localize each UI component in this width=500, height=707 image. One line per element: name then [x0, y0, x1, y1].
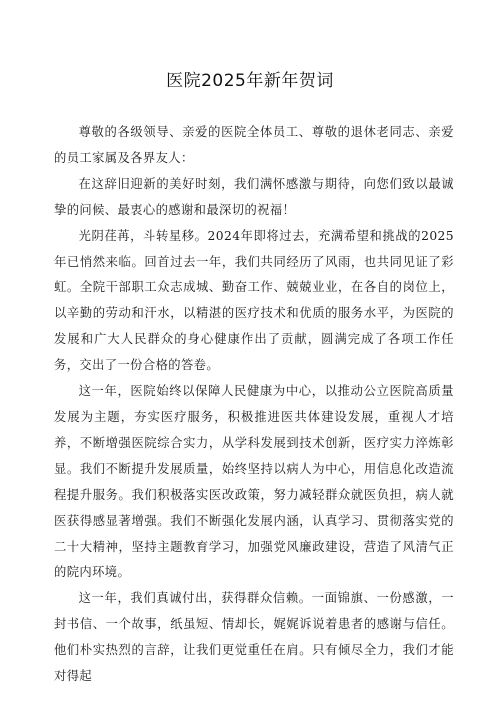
- paragraph-review: 光阴荏苒，斗转星移。2024年即将过去，充满希望和挑战的2025年已悄然来临。回首过去一年，我们共同经历了风雨，也共同见证了彩虹。全院干部职工众志成城、勤奋工作、兢兢业业，在各自的岗位上，以辛勤的劳动和汗水，以精湛的医疗技术和优质的服务水平，为医院的发展和广大人民群众的身心健康作出了贡献，圆满完成了各项工作任务，交出了一份合格的答卷。: [54, 228, 454, 373]
- document-body: [54, 120, 454, 690]
- document-title: 医院2025年新年贺词: [166, 71, 334, 91]
- paragraph-salutation: 尊敬的各级领导、亲爱的医院全体员工、尊敬的退休老同志、亲爱的员工家属及各界友人：: [54, 125, 454, 165]
- paragraph-achievements: 这一年，医院始终以保障人民健康为中心，以推动公立医院高质量发展为主题，夯实医疗服务，积极推进医共体建设发展，重视人才培养，不断增强医院综合实力，从学科发展到技术创新，医疗实力淬炼彰显。我们不断提升发展质量，始终坚持以病人为中心，用信息化改造流程提升服务。我们积极落实医改政策，努力减轻群众就医负担，病人就医获得感显著增强。我们不断强化发展内涵，认真学习、贯彻落实党的二十大精神，坚持主题教育学习，加强党风廉政建设，营造了风清气正的院内环境。: [54, 384, 454, 580]
- paragraph-greeting: 在这辞旧迎新的美好时刻，我们满怀感激与期待，向您们致以最诚挚的问候、最衷心的感谢和最深切的祝福！: [54, 176, 454, 217]
- paragraph-trust: 这一年，我们真诚付出，获得群众信赖。一面锦旗、一份感激，一封书信、一个故事，纸虽短、情却长，娓娓诉说着患者的感谢与信任。他们朴实热烈的言辞，让我们更觉重任在肩。只有倾尽全力，我们才能对得起: [54, 591, 454, 684]
